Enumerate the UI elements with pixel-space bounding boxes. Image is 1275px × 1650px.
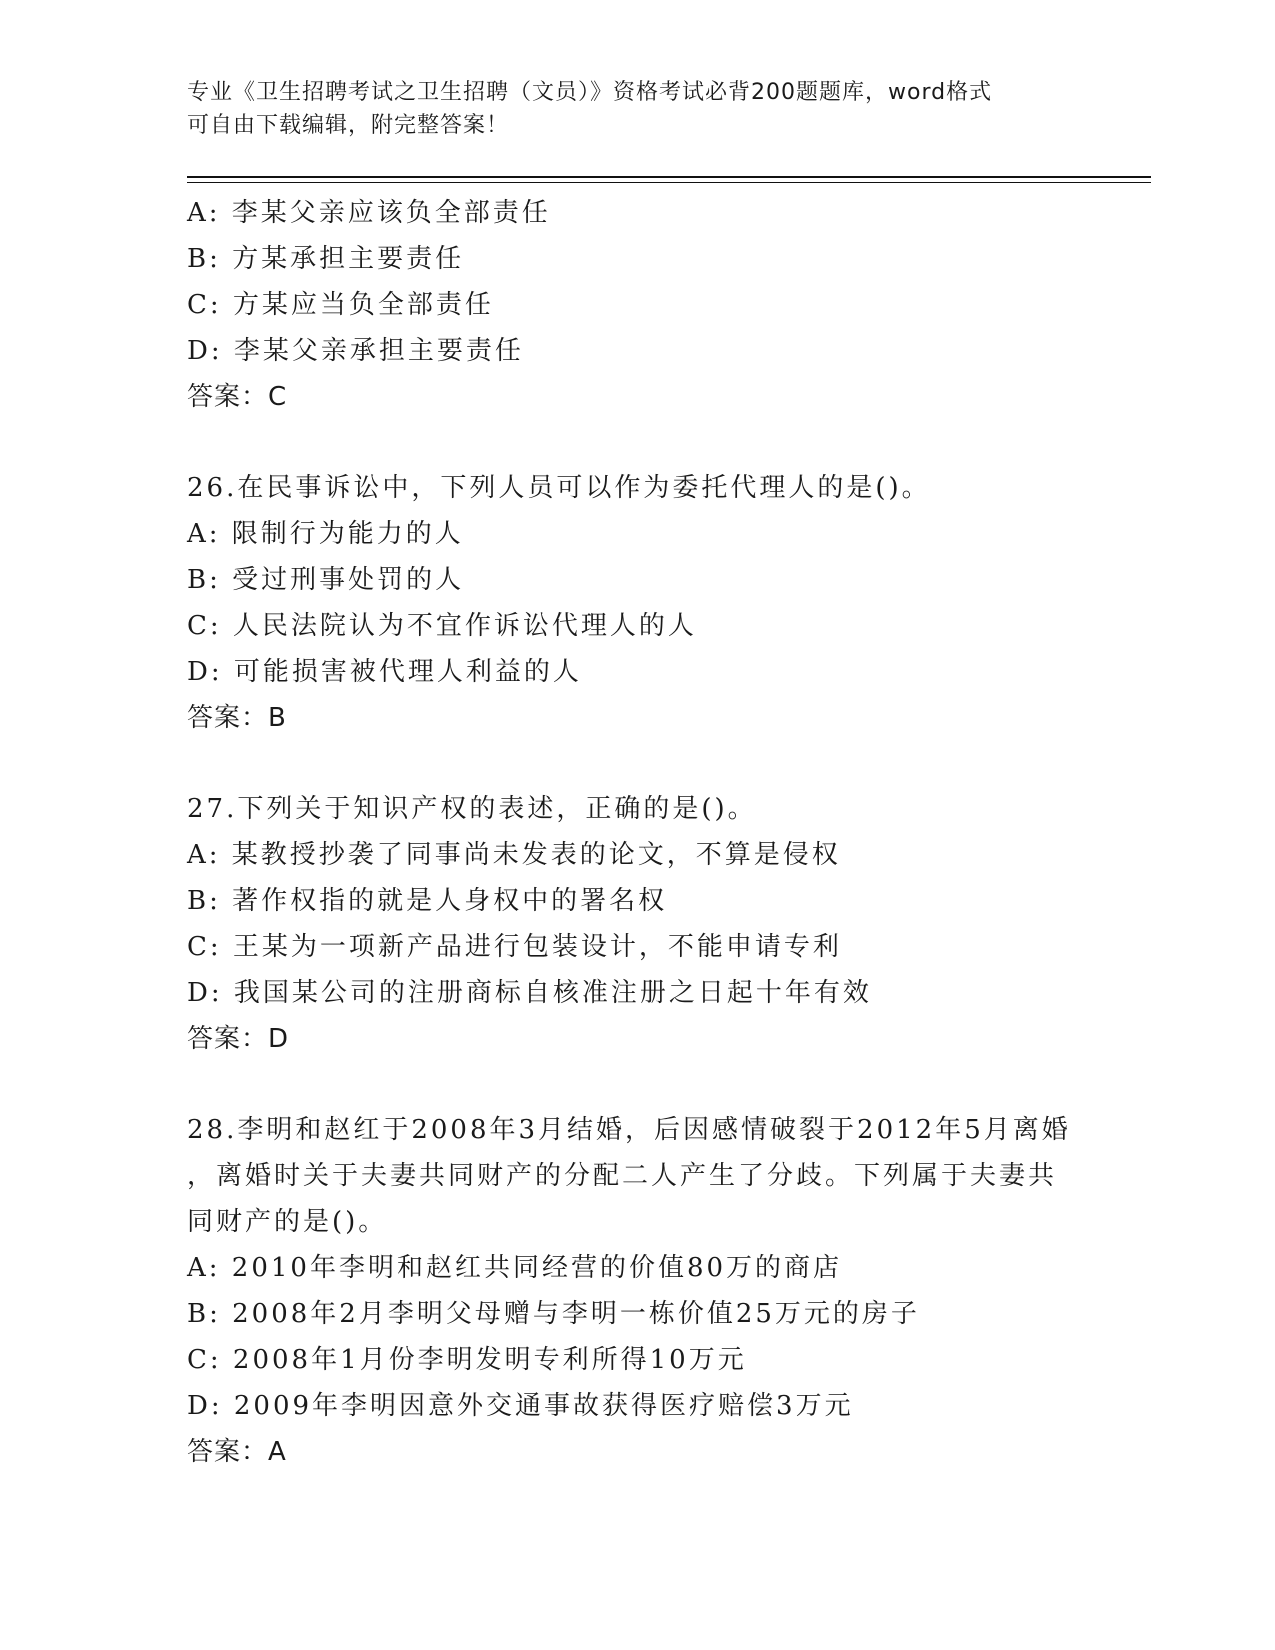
option-d: D: 李某父亲承担主要责任 (187, 336, 524, 366)
spacer (187, 1062, 1087, 1107)
option-b: B: 著作权指的就是人身权中的署名权 (187, 886, 668, 916)
question-stem-line-3: 同财产的是()。 (187, 1207, 388, 1237)
option-b: B: 方某承担主要责任 (187, 244, 465, 274)
question-stem: 27.下列关于知识产权的表述，正确的是()。 (187, 794, 757, 824)
question-25 (187, 190, 1087, 420)
header-line-2: 可自由下载编辑，附完整答案！ (187, 113, 510, 138)
spacer (187, 741, 1087, 786)
option-c: C: 王某为一项新产品进行包装设计，不能申请专利 (187, 932, 842, 962)
option-a: A: 某教授抄袭了同事尚未发表的论文，不算是侵权 (187, 840, 841, 870)
answer: 答案：C (187, 382, 288, 412)
option-a: A: 2010年李明和赵红共同经营的价值80万的商店 (187, 1253, 843, 1283)
option-d: D: 2009年李明因意外交通事故获得医疗赔偿3万元 (187, 1391, 854, 1421)
spacer (187, 420, 1087, 465)
question-stem-line-2: ，离婚时关于夫妻共同财产的分配二人产生了分歧。下列属于夫妻共 (187, 1161, 1058, 1191)
answer: 答案：B (187, 703, 287, 733)
question-stem: 26.在民事诉讼中，下列人员可以作为委托代理人的是()。 (187, 473, 931, 503)
option-a: A: 李某父亲应该负全部责任 (187, 198, 551, 228)
option-c: C: 方某应当负全部责任 (187, 290, 494, 320)
option-d: D: 我国某公司的注册商标自核准注册之日起十年有效 (187, 978, 872, 1008)
option-b: B: 2008年2月李明父母赠与李明一栋价值25万元的房子 (187, 1299, 920, 1329)
header-rule-thin (187, 182, 1151, 183)
document-header (187, 76, 1087, 142)
option-b: B: 受过刑事处罚的人 (187, 565, 465, 595)
option-c: C: 2008年1月份李明发明专利所得10万元 (187, 1345, 747, 1375)
answer: 答案：D (187, 1024, 290, 1054)
header-line-1: 专业《卫生招聘考试之卫生招聘（文员）》资格考试必背200题题库，word格式 (187, 80, 993, 105)
header-rule-thick (187, 176, 1151, 178)
answer: 答案：A (187, 1437, 287, 1467)
question-list (187, 190, 1087, 1475)
option-d: D: 可能损害被代理人利益的人 (187, 657, 582, 687)
question-26 (187, 465, 1087, 741)
question-stem-line-1: 28.李明和赵红于2008年3月结婚，后因感情破裂于2012年5月离婚 (187, 1115, 1071, 1145)
option-c: C: 人民法院认为不宜作诉讼代理人的人 (187, 611, 697, 641)
question-27 (187, 786, 1087, 1062)
question-28 (187, 1107, 1087, 1475)
option-a: A: 限制行为能力的人 (187, 519, 464, 549)
